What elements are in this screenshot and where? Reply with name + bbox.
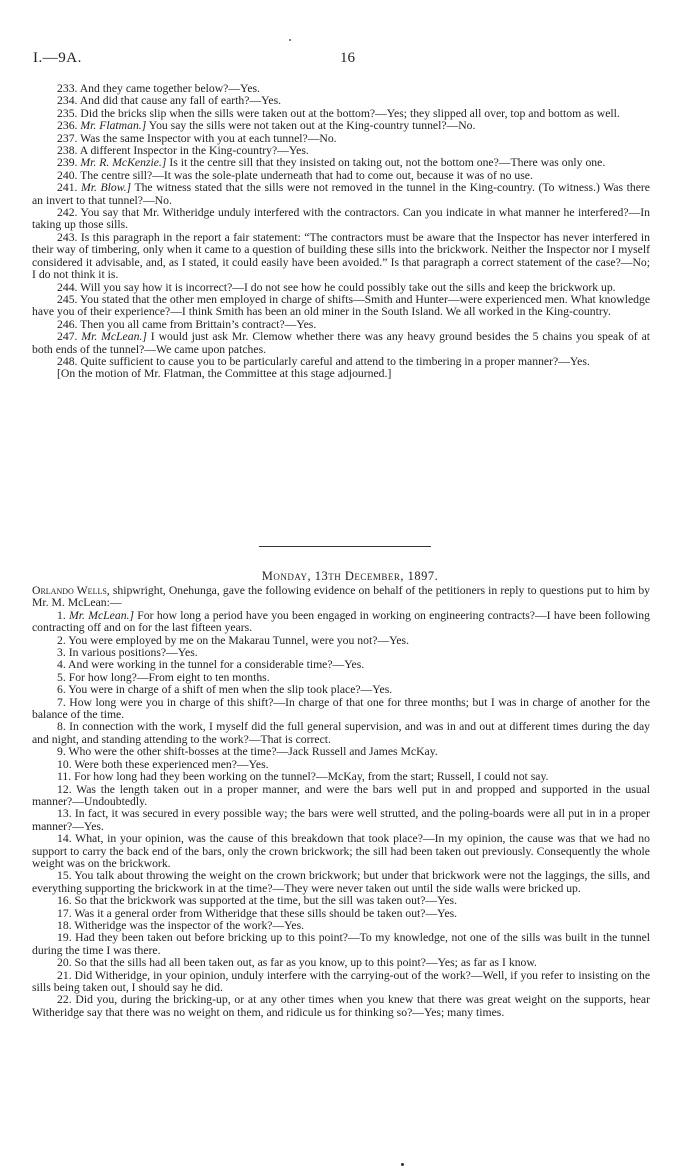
question-number: 239.: [57, 156, 78, 170]
question-paragraph: [32, 207, 650, 232]
question-text: So that the sills had all been taken out, as far as you know, up to this point?—Yes; as far as I know.: [74, 956, 537, 970]
question-text: Witheridge was the inspector of the work?—Yes.: [74, 918, 305, 932]
question-number: 17.: [57, 906, 72, 920]
question-paragraph: [32, 994, 650, 1019]
question-text: And did that cause any fall of earth?—Yes.: [79, 94, 282, 108]
question-text: The witness stated that the sills were not removed in the tunnel in the King-country. (To witness.) Was there an invert to that tunnel?—No.: [32, 181, 650, 207]
speaker-name: Mr. Blow.]: [81, 181, 132, 195]
section-divider: [259, 546, 431, 547]
question-text: Who were the other shift-bosses at the time?—Jack Russell and James McKay.: [68, 745, 438, 759]
question-text: For how long a period have you been engaged in working on engineering contracts?—I have been following contracting off and on for the last fifteen years.: [32, 608, 650, 635]
intro-text: shipwright, Onehunga, gave the following evidence on behalf of the petitioners in reply to questions put to him by Mr. M. McLean:—: [32, 584, 651, 610]
question-number: 7.: [57, 695, 66, 709]
intro-paragraph: [32, 585, 650, 610]
question-text: Is this paragraph in the report a fair statement: “The contractors must be aware that the Inspector has never interfered in their way of timbering, only when it came to a question of building these sills into the brickwork. Neither the Inspector nor I myself considered it advisable, and, as I stated, it could easily have been avoided.” Is that paragraph a correct statement of the case?—No; I do not think it is.: [32, 230, 650, 282]
question-text: You were in charge of a shift of men when the slip took place?—Yes.: [68, 683, 393, 697]
question-text: In connection with the work, I myself did the full general supervision, and was in and out at different times during the day and night, and standing attending to the work?—That is correct.: [32, 720, 650, 746]
speaker-name: Mr. Flatman.]: [80, 119, 147, 133]
question-text: In fact, it was secured in every possible way; the bars were well strutted, and the poling-boards were all put in in a proper manner?—Yes.: [32, 807, 650, 833]
question-text: What, in your opinion, was the cause of this breakdown that took place?—In my opinion, the cause was that we had no support to carry the back end of the bars, only the crown brickwork; the sill had been taken out previously. Consequently the whole weight was on the brickwork.: [32, 832, 650, 870]
question-number: 14.: [57, 832, 72, 846]
question-number: 5.: [57, 670, 66, 684]
question-text: Will you say how it is incorrect?—I do not see how he could possibly take out the sills and keep the brickwork up.: [80, 280, 616, 294]
page-number: 16: [340, 50, 355, 66]
document-reference: I.—9A.: [33, 50, 82, 66]
question-number: 13.: [57, 807, 72, 821]
question-text: Were both these experienced men?—Yes.: [74, 757, 269, 771]
question-list: [32, 610, 650, 1019]
question-number: 22.: [57, 993, 72, 1007]
question-text: You were employed by me on the Makarau Tunnel, were you not?—Yes.: [68, 633, 410, 647]
question-paragraph: [32, 182, 650, 207]
question-number: 237.: [57, 131, 78, 145]
question-number: 9.: [57, 745, 66, 759]
question-number: 21.: [57, 968, 72, 982]
question-text: You say that Mr. Witheridge unduly interfered with the contractors. Can you indicate in what manner he interfered?—In taking up those sills.: [32, 206, 650, 232]
question-number: 242.: [57, 206, 78, 220]
question-number: 3.: [57, 646, 66, 660]
question-number: 243.: [57, 230, 78, 244]
question-number: 248.: [57, 354, 78, 368]
question-text: A different Inspector in the King-country?—Yes.: [79, 144, 309, 158]
page-speck: [289, 39, 291, 41]
question-text: Is it the centre sill that they insisted on taking out, not the bottom one?—There was only one.: [169, 156, 606, 170]
question-number: 1.: [57, 608, 66, 622]
question-text: Had they been taken out before bricking up to this point?—To my knowledge, not one of the sills was built in the tunnel during the time I was there.: [32, 931, 651, 957]
question-paragraph: [32, 331, 650, 356]
question-paragraph: [32, 784, 650, 809]
question-number: 18.: [57, 918, 72, 932]
question-text: For how long?—From eight to ten months.: [68, 670, 270, 684]
question-number: 12.: [57, 782, 72, 796]
question-text: And they came together below?—Yes.: [79, 82, 260, 95]
question-paragraph: [32, 808, 650, 833]
question-text: The centre sill?—It was the sole-plate underneath that had to come out, because it was of no use.: [80, 168, 533, 182]
question-paragraph: [32, 294, 650, 319]
question-text: [On the motion of Mr. Flatman, the Committee at this stage adjourned.]: [57, 367, 392, 381]
question-number: 240.: [57, 168, 78, 182]
question-number: 234.: [57, 94, 78, 108]
question-text: You say the sills were not taken out at the King-country tunnel?—No.: [148, 119, 476, 133]
question-number: 2.: [57, 633, 66, 647]
question-text: Then you all came from Brittain’s contract?—Yes.: [80, 317, 317, 331]
speaker-name: Mr. McLean.]: [69, 608, 135, 622]
question-text: Was the length taken out in a proper manner, and were the bars well put in and propped and supported in the usual manner?—Undoubtedly.: [32, 782, 650, 808]
question-number: 236.: [57, 119, 78, 133]
question-text: In various positions?—Yes.: [68, 646, 198, 660]
question-paragraph: [32, 870, 650, 895]
question-text: Quite sufficient to cause you to be particularly careful and attend to the timbering in a proper manner?—Yes.: [80, 354, 590, 368]
question-text: Was it a general order from Witheridge that these sills should be taken out?—Yes.: [74, 906, 458, 920]
question-text: Did you, during the bricking-up, or at any other times when you knew that there was great weight on the supports, hear Witheridge say that there was no weight on them, and ridicule us for thinking so?—Yes; many times.: [32, 993, 650, 1019]
question-number: 235.: [57, 106, 78, 120]
question-paragraph: [32, 970, 650, 995]
question-paragraph: [32, 610, 650, 635]
witness-name: Orlando Wells,: [32, 584, 110, 597]
question-number: 238.: [57, 144, 78, 158]
question-paragraph: [32, 932, 650, 957]
question-number: 10.: [57, 757, 72, 771]
question-paragraph: [32, 721, 650, 746]
evidence-section-continued: [32, 83, 650, 381]
adjournment-note: [32, 368, 650, 380]
question-number: 8.: [57, 720, 66, 734]
question-text: You stated that the other men employed in charge of shifts—Smith and Hunter—were experienced men. What knowledge have you of their experience?—I think Smith has been an old miner in the South Island. We all worked in the King-country.: [32, 292, 651, 319]
question-text: I would just ask Mr. Clemow whether there was any heavy ground besides the 5 chains you speak of at both ends of the tunnel?—We came upon patches.: [32, 330, 651, 356]
question-number: 20.: [57, 956, 72, 970]
speaker-name: Mr. R. McKenzie.]: [80, 156, 167, 170]
question-number: 246.: [57, 317, 78, 331]
speaker-name: Mr. McLean.]: [81, 330, 147, 344]
question-text: How long were you in charge of this shift?—In charge of that one for three months; but I was in charge of another for the balance of the time.: [32, 695, 651, 722]
question-text: For how long had they been working on the tunnel?—McKay, from the start; Russell, I could not say.: [74, 770, 549, 784]
question-paragraph: [32, 833, 650, 870]
question-text: And were working in the tunnel for a considerable time?—Yes.: [68, 658, 365, 672]
question-number: 6.: [57, 683, 66, 697]
question-number: 241.: [57, 181, 78, 195]
question-text: You talk about throwing the weight on the crown brickwork; but under that brickwork were not the laggings, the sills, and everything supporting the brickwork in at the time?—They were never taken out until the side walls were bricked up.: [32, 869, 650, 895]
question-text: So that the brickwork was supported at the time, but the sill was taken out?—Yes.: [74, 894, 458, 908]
date-heading: Monday, 13th December, 1897.: [261, 569, 439, 583]
question-text: Was the same Inspector with you at each tunnel?—No.: [80, 131, 337, 145]
question-number: 244.: [57, 280, 78, 294]
question-number: 15.: [57, 869, 72, 883]
question-number: 11.: [57, 770, 72, 784]
question-number: 16.: [57, 894, 72, 908]
question-number: 245.: [57, 292, 78, 306]
question-number: 247.: [57, 330, 78, 344]
question-paragraph: [32, 232, 650, 282]
question-text: Did the bricks slip when the sills were taken out at the bottom?—Yes; they slipped all over, top and bottom as well.: [80, 106, 620, 120]
evidence-section-wells: [32, 585, 650, 1019]
question-number: 233.: [57, 82, 78, 95]
question-number: 19.: [57, 931, 72, 945]
question-paragraph: [32, 697, 650, 722]
question-text: Did Witheridge, in your opinion, unduly interfere with the carrying-out of the work?—Well, if you refer to insisting on the sills being taken out, I should say he did.: [32, 968, 651, 994]
page-speck: [401, 1163, 404, 1166]
question-number: 4.: [57, 658, 66, 672]
